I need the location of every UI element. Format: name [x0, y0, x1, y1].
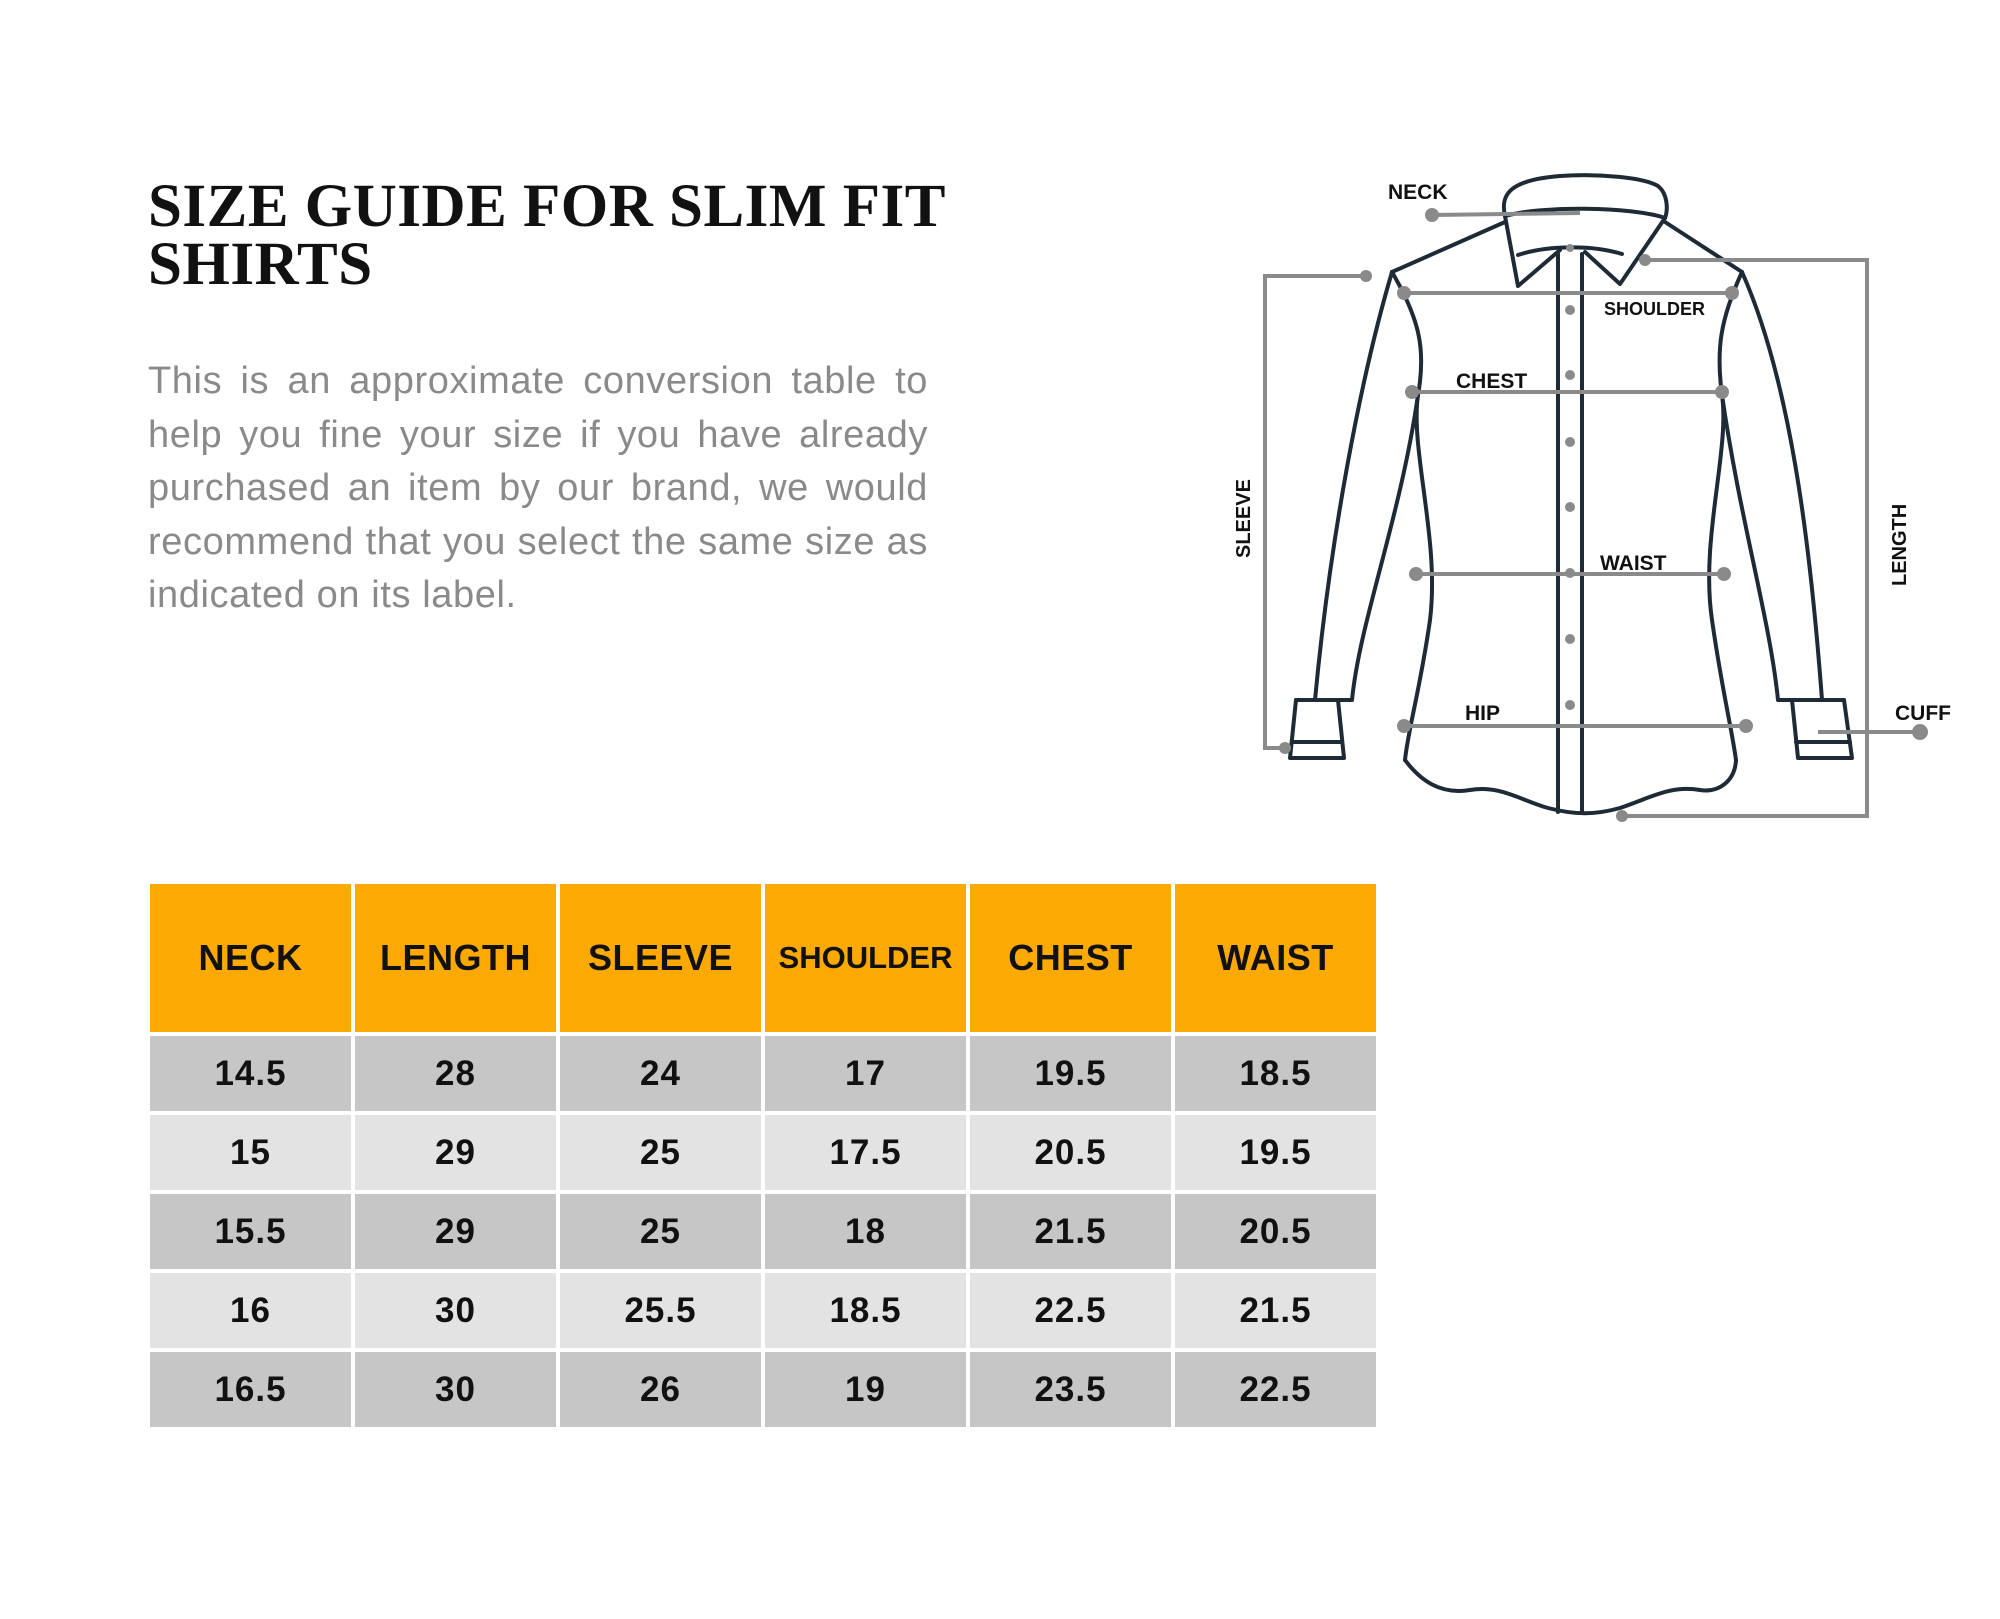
shirt-buttons [1565, 244, 1575, 710]
table-cell: 30 [355, 1352, 556, 1427]
shirt-outline [1290, 175, 1852, 813]
table-cell: 25 [560, 1115, 761, 1190]
size-table-header-row [150, 884, 1376, 1032]
table-cell: 19.5 [1175, 1115, 1376, 1190]
size-table [146, 880, 1380, 1431]
table-cell: 14.5 [150, 1036, 351, 1111]
header-chest: CHEST [970, 884, 1171, 1032]
table-cell: 25 [560, 1194, 761, 1269]
table-cell: 18.5 [1175, 1036, 1376, 1111]
page-title-line-1: SIZE GUIDE FOR SLIM FIT [148, 173, 946, 240]
table-cell: 20.5 [1175, 1194, 1376, 1269]
table-cell: 23.5 [970, 1352, 1171, 1427]
table-cell: 16.5 [150, 1352, 351, 1427]
label-chest: CHEST [1456, 370, 1528, 393]
header-shoulder: SHOULDER [765, 884, 966, 1032]
label-shoulder: SHOULDER [1604, 299, 1706, 319]
header-waist: WAIST [1175, 884, 1376, 1032]
header-sleeve: SLEEVE [560, 884, 761, 1032]
table-cell: 29 [355, 1194, 556, 1269]
table-cell: 16 [150, 1273, 351, 1348]
label-sleeve: SLEEVE [1233, 479, 1255, 558]
table-cell: 17 [765, 1036, 966, 1111]
measurement-labels [1233, 181, 1951, 725]
measurement-lines [1265, 213, 1920, 816]
table-row [150, 1194, 1376, 1269]
label-length: LENGTH [1889, 503, 1911, 586]
table-cell: 15.5 [150, 1194, 351, 1269]
table-cell: 29 [355, 1115, 556, 1190]
table-cell: 30 [355, 1273, 556, 1348]
header-neck: NECK [150, 884, 351, 1032]
table-cell: 24 [560, 1036, 761, 1111]
label-neck: NECK [1388, 181, 1448, 204]
label-waist: WAIST [1600, 552, 1667, 575]
table-cell: 18 [765, 1194, 966, 1269]
page-title-line-2: SHIRTS [148, 231, 373, 298]
table-cell: 19 [765, 1352, 966, 1427]
label-cuff: CUFF [1895, 702, 1951, 725]
intro-paragraph: This is an approximate conversion table to help you fine your size if you have already purchased an item by our brand, we would recommend that you select the same size as indicated on its label. [148, 360, 928, 616]
table-cell: 18.5 [765, 1273, 966, 1348]
table-cell: 15 [150, 1115, 351, 1190]
table-row [150, 1036, 1376, 1111]
table-row [150, 1273, 1376, 1348]
table-cell: 21.5 [970, 1194, 1171, 1269]
table-row [150, 1115, 1376, 1190]
table-cell: 26 [560, 1352, 761, 1427]
header-length: LENGTH [355, 884, 556, 1032]
table-cell: 19.5 [970, 1036, 1171, 1111]
label-hip: HIP [1465, 702, 1501, 725]
table-cell: 22.5 [1175, 1352, 1376, 1427]
table-cell: 17.5 [765, 1115, 966, 1190]
table-cell: 28 [355, 1036, 556, 1111]
table-cell: 25.5 [560, 1273, 761, 1348]
table-cell: 21.5 [1175, 1273, 1376, 1348]
table-row [150, 1352, 1376, 1427]
table-cell: 22.5 [970, 1273, 1171, 1348]
table-cell: 20.5 [970, 1115, 1171, 1190]
